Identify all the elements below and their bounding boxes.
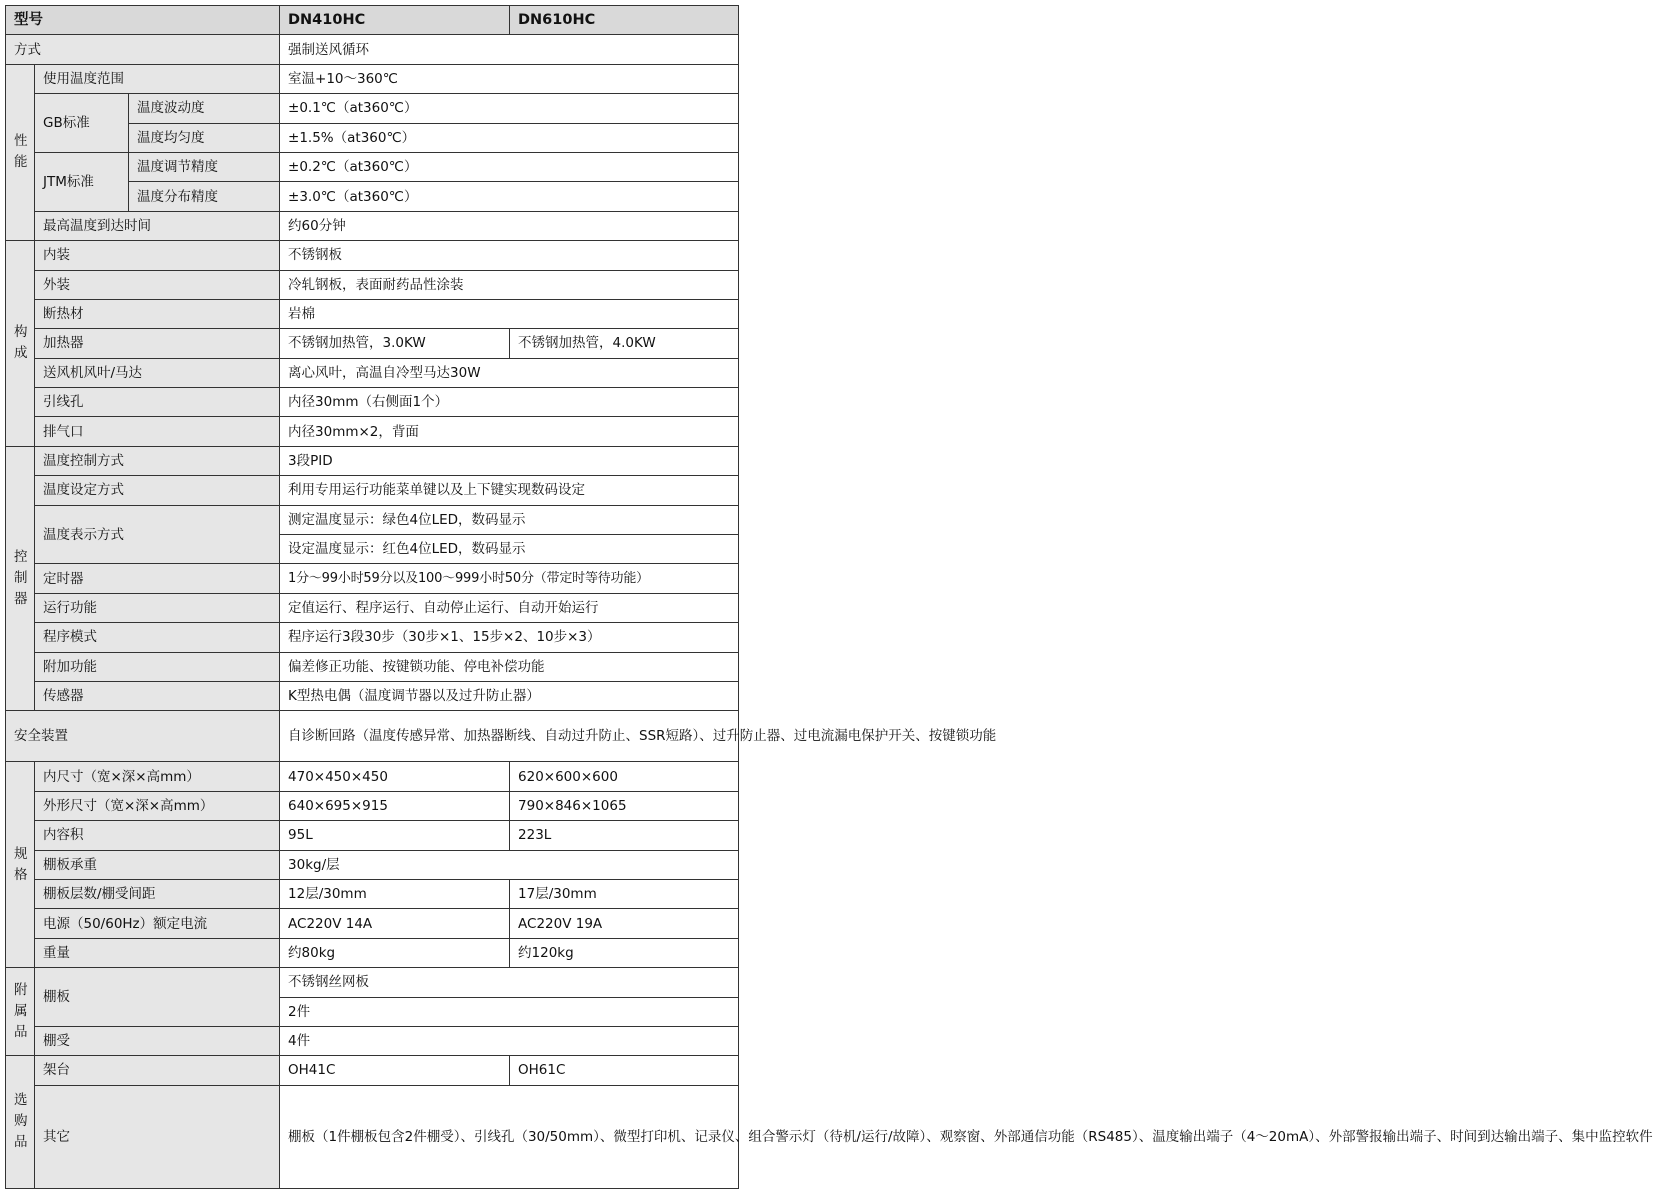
run-value: 定值运行、程序运行、自动停止运行、自动开始运行 xyxy=(280,593,739,622)
support-label: 棚受 xyxy=(35,1026,280,1055)
stand-label: 架台 xyxy=(35,1056,280,1085)
fluct-value: ±0.1℃（at360℃） xyxy=(280,94,739,123)
weight-label: 重量 xyxy=(35,938,280,967)
row-max-time xyxy=(6,211,739,240)
row-volume xyxy=(6,821,739,850)
inner-dim-value-1: 470×450×450 xyxy=(280,762,510,791)
row-program xyxy=(6,623,739,652)
exhaust-value: 内径30mm×2，背面 xyxy=(280,417,739,446)
max-time-label: 最高温度到达时间 xyxy=(35,211,280,240)
adj-label: 温度调节精度 xyxy=(129,152,280,181)
row-weight xyxy=(6,938,739,967)
power-value-1: AC220V 14A xyxy=(280,909,510,938)
safety-value: 自诊断回路（温度传感异常、加热器断线、自动过升防止、SSR短路）、过升防止器、过电流漏电保护开关、按键锁功能 xyxy=(280,711,739,762)
row-temp-range xyxy=(6,64,739,93)
gb-label: GB标准 xyxy=(35,94,129,153)
outer-value: 冷轧钢板，表面耐药品性涂装 xyxy=(280,270,739,299)
dist-value: ±3.0℃（at360℃） xyxy=(280,182,739,211)
unif-label: 温度均匀度 xyxy=(129,123,280,152)
weight-value-1: 约80kg xyxy=(280,938,510,967)
stand-value-1: OH41C xyxy=(280,1056,510,1085)
fan-value: 离心风叶，高温自冷型马达30W xyxy=(280,358,739,387)
row-jtm-adj xyxy=(6,152,739,181)
other-value: 棚板（1件棚板包含2件棚受）、引线孔（30/50mm）、微型打印机、记录仪、组合警示灯（待机/运行/故障）、观察窗、外部通信功能（RS485）、温度输出端子（4～20mA）、外部警报输出端子、时间到达输出端子、集中监控软件 xyxy=(280,1085,739,1188)
category-control: 控制器 xyxy=(6,446,35,711)
ctrl-mode-label: 温度控制方式 xyxy=(35,446,280,475)
row-exhaust xyxy=(6,417,739,446)
fan-label: 送风机风叶/马达 xyxy=(35,358,280,387)
method-label: 方式 xyxy=(6,35,280,64)
display-value-2: 设定温度显示：红色4位LED，数码显示 xyxy=(280,535,739,564)
lead-value: 内径30mm（右侧面1个） xyxy=(280,388,739,417)
shelf-count-value-1: 12层/30mm xyxy=(280,879,510,908)
unif-value: ±1.5%（at360℃） xyxy=(280,123,739,152)
row-outer xyxy=(6,270,739,299)
row-display-1 xyxy=(6,505,739,534)
shelf-value-1: 不锈钢丝网板 xyxy=(280,968,739,997)
safety-label: 安全装置 xyxy=(6,711,280,762)
program-value: 程序运行3段30步（30步×1、15步×2、10步×3） xyxy=(280,623,739,652)
heater-value-1: 不锈钢加热管，3.0KW xyxy=(280,329,510,358)
program-label: 程序模式 xyxy=(35,623,280,652)
set-mode-label: 温度设定方式 xyxy=(35,476,280,505)
dist-label: 温度分布精度 xyxy=(129,182,280,211)
category-options: 选购品 xyxy=(6,1056,35,1188)
row-inner xyxy=(6,241,739,270)
volume-label: 内容积 xyxy=(35,821,280,850)
lead-label: 引线孔 xyxy=(35,388,280,417)
method-value: 强制送风循环 xyxy=(280,35,739,64)
max-time-value: 约60分钟 xyxy=(280,211,739,240)
row-shelf-count xyxy=(6,879,739,908)
shelf-value-2: 2件 xyxy=(280,997,739,1026)
heater-label: 加热器 xyxy=(35,329,280,358)
row-shelf-1 xyxy=(6,968,739,997)
inner-dim-value-2: 620×600×600 xyxy=(510,762,739,791)
row-fan xyxy=(6,358,739,387)
sensor-label: 传感器 xyxy=(35,681,280,710)
exhaust-label: 排气口 xyxy=(35,417,280,446)
header-row xyxy=(6,6,739,35)
row-ctrl-mode xyxy=(6,446,739,475)
row-stand xyxy=(6,1056,739,1085)
volume-value-2: 223L xyxy=(510,821,739,850)
category-structure: 构成 xyxy=(6,241,35,447)
row-power xyxy=(6,909,739,938)
category-accessories: 附属品 xyxy=(6,968,35,1056)
temp-range-label: 使用温度范围 xyxy=(35,64,280,93)
row-shelf-load xyxy=(6,850,739,879)
run-label: 运行功能 xyxy=(35,593,280,622)
row-lead xyxy=(6,388,739,417)
outer-dim-value-2: 790×846×1065 xyxy=(510,791,739,820)
set-mode-value: 利用专用运行功能菜单键以及上下键实现数码设定 xyxy=(280,476,739,505)
jtm-label: JTM标准 xyxy=(35,152,129,211)
heater-value-2: 不锈钢加热管，4.0KW xyxy=(510,329,739,358)
row-extra xyxy=(6,652,739,681)
power-value-2: AC220V 19A xyxy=(510,909,739,938)
shelf-load-value: 30kg/层 xyxy=(280,850,739,879)
outer-dim-value-1: 640×695×915 xyxy=(280,791,510,820)
adj-value: ±0.2℃（at360℃） xyxy=(280,152,739,181)
category-performance: 性能 xyxy=(6,64,35,240)
row-outer-dim xyxy=(6,791,739,820)
extra-label: 附加功能 xyxy=(35,652,280,681)
row-safety xyxy=(6,711,739,762)
row-other xyxy=(6,1085,739,1188)
shelf-load-label: 棚板承重 xyxy=(35,850,280,879)
row-method xyxy=(6,35,739,64)
display-value-1: 测定温度显示：绿色4位LED，数码显示 xyxy=(280,505,739,534)
row-heater xyxy=(6,329,739,358)
row-set-mode xyxy=(6,476,739,505)
header-model: 型号 xyxy=(6,6,280,35)
support-value: 4件 xyxy=(280,1026,739,1055)
shelf-label: 棚板 xyxy=(35,968,280,1027)
other-label: 其它 xyxy=(35,1085,280,1188)
timer-value: 1分～99小时59分以及100～999小时50分（带定时等待功能） xyxy=(280,564,739,593)
extra-value: 偏差修正功能、按键锁功能、停电补偿功能 xyxy=(280,652,739,681)
outer-dim-label: 外形尺寸（宽×深×高mm） xyxy=(35,791,280,820)
insul-value: 岩棉 xyxy=(280,299,739,328)
row-inner-dim xyxy=(6,762,739,791)
weight-value-2: 约120kg xyxy=(510,938,739,967)
spec-table xyxy=(5,5,1653,1189)
row-run xyxy=(6,593,739,622)
ctrl-mode-value: 3段PID xyxy=(280,446,739,475)
row-sensor xyxy=(6,681,739,710)
inner-dim-label: 内尺寸（宽×深×高mm） xyxy=(35,762,280,791)
timer-label: 定时器 xyxy=(35,564,280,593)
row-gb-fluct xyxy=(6,94,739,123)
row-timer xyxy=(6,564,739,593)
outer-label: 外装 xyxy=(35,270,280,299)
power-label: 电源（50/60Hz）额定电流 xyxy=(35,909,280,938)
row-insul xyxy=(6,299,739,328)
header-model-2: DN610HC xyxy=(510,6,739,35)
row-support xyxy=(6,1026,739,1055)
temp-range-value: 室温+10～360℃ xyxy=(280,64,739,93)
stand-value-2: OH61C xyxy=(510,1056,739,1085)
insul-label: 断热材 xyxy=(35,299,280,328)
category-spec: 规格 xyxy=(6,762,35,968)
inner-label: 内装 xyxy=(35,241,280,270)
shelf-count-value-2: 17层/30mm xyxy=(510,879,739,908)
shelf-count-label: 棚板层数/棚受间距 xyxy=(35,879,280,908)
display-label: 温度表示方式 xyxy=(35,505,280,564)
header-model-1: DN410HC xyxy=(280,6,510,35)
fluct-label: 温度波动度 xyxy=(129,94,280,123)
sensor-value: K型热电偶（温度调节器以及过升防止器） xyxy=(280,681,739,710)
inner-value: 不锈钢板 xyxy=(280,241,739,270)
volume-value-1: 95L xyxy=(280,821,510,850)
